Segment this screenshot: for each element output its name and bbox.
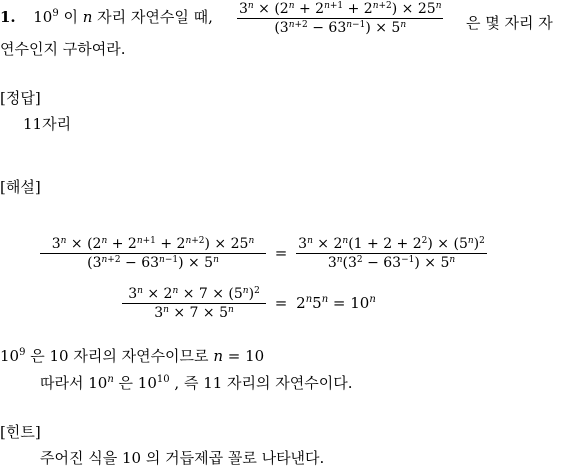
problem-var-n: n [82, 8, 93, 26]
solution-conclusion-2 [40, 376, 353, 391]
problem-exponent: 9 [52, 8, 59, 19]
solution-conclusion-1 [0, 349, 264, 364]
hint-text: 주어진 식을 10 의 거듭제곱 꼴로 나타낸다. [40, 449, 325, 467]
hint-heading: [힌트] [0, 423, 41, 441]
problem-number: 1. [0, 8, 16, 26]
conclusion1-var-n: n [213, 347, 223, 365]
problem-base: 10 [33, 8, 53, 26]
conclusion1-exponent: 9 [19, 347, 26, 358]
solution-equation-1: $\frac{3^n \times (2^n + 2^{n+1} + 2^{n+2}) \times 25^n}{(3^{n+2} - 63^{n-1}) \times 5^n}$ = $\frac{3^n \times 2^n(1 + 2 + 2^2) \times (5^n)^2}{3^n(3^2 - 63^{-1}) \times 5^n}$ [40, 237, 487, 270]
conclusion2-text-a: 따라서 10 [40, 374, 108, 392]
conclusion1-base: 10 [0, 347, 20, 365]
conclusion1-text: 은 10 자리의 자연수이므로 [25, 347, 214, 365]
solution-equation-2: $\frac{3^n \times 2^n \times 7 \times (5^n)^2}{3^n \times 7 \times 5^n}$ = $2^n5^n = 10^n$ [122, 287, 376, 320]
problem-line-1-end: 은 몇 자리 자 [466, 14, 553, 32]
problem-text-a: 이 [58, 8, 83, 26]
problem-text-b: 자리 자연수일 때, [92, 8, 213, 26]
conclusion2-text-c: , 즉 11 자리의 자연수이다. [169, 374, 353, 392]
problem-line-2: 연수인지 구하여라. [0, 40, 126, 58]
answer-text: 11자리 [23, 115, 72, 133]
conclusion2-exponent-n: n [107, 374, 114, 385]
conclusion2-text-b: 은 10 [113, 374, 157, 392]
problem-fraction: $\frac{3^n \times (2^n + 2^{n+1} + 2^{n+2}) \times 25^n}{(3^{n+2} - 63^{n-1}) \times 5^n}$ [239, 1, 442, 36]
solution-heading: [해설] [0, 178, 41, 196]
conclusion1-equals: = 10 [222, 347, 265, 365]
problem-line-1 [0, 10, 213, 25]
conclusion2-exponent-10: 10 [156, 374, 170, 385]
answer-heading: [정답] [0, 89, 41, 107]
